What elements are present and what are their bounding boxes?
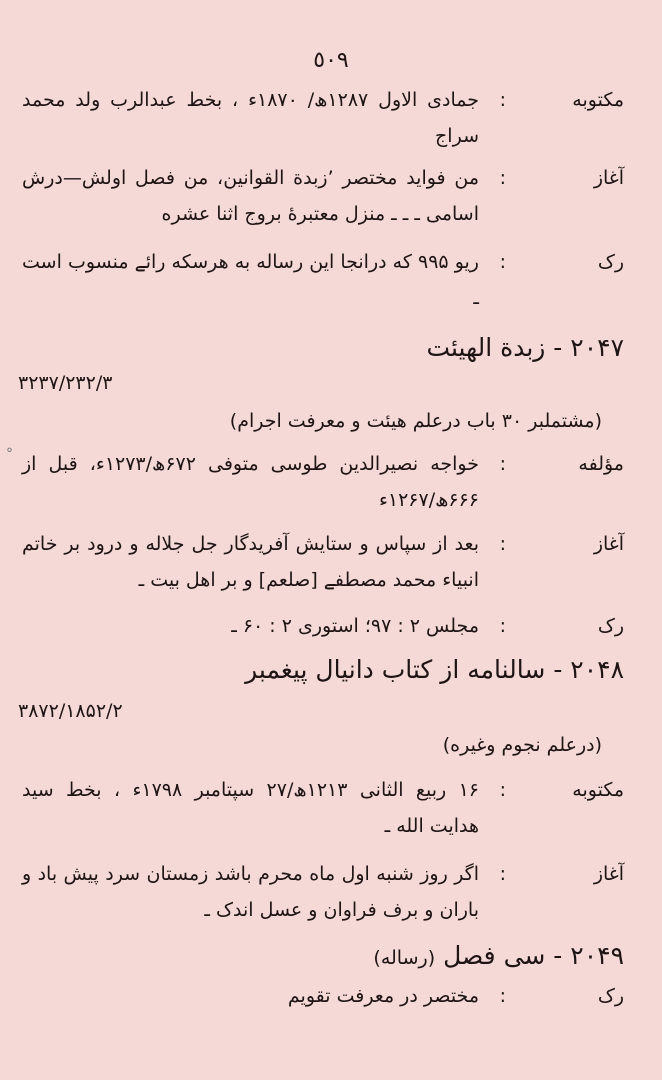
entry-2049-title: ۲۰۴۹ - سی فصل	[443, 941, 624, 970]
entry-2048-heading: ۲۰۴۸ - سالنامه از کتاب دانیال پیغمبر	[245, 655, 624, 684]
entry-2049-heading	[373, 936, 624, 978]
entry-2049-paren: (رساله)	[373, 947, 436, 969]
aghaz-row: آغاز : من فواید مختصر ’زبدة القوانین، من فصل اولش—درش اسامی ـ ـ ـ منزل معتبرۀ بروج اثنا عشره	[22, 160, 624, 232]
rak-label: رک	[597, 615, 624, 637]
entry-2048-maktuba-row: مکتوبه : ۱۶ ربیع الثانی ۱۲۱۳ھ/۲۷ سپتامبر ۱۷۹۸ء ، بخط سید هدایت الله ـ	[22, 772, 624, 844]
maktuba-text: ۱۶ ربیع الثانی ۱۲۱۳ھ/۲۷ سپتامبر ۱۷۹۸ء ، بخط سید هدایت الله ـ	[22, 779, 479, 837]
rak-label: رک	[597, 251, 624, 273]
entry-2048-description: (درعلم نجوم وغیره)	[442, 734, 602, 756]
maktuba-row: مکتوبه : جمادی الاول ۱۲۸۷ھ/ ۱۸۷۰ء ، بخط عبدالرب ولد محمد سراج	[22, 82, 624, 154]
muallif-label: مؤلفه	[578, 453, 624, 475]
aghaz-label: آغاز	[593, 167, 624, 189]
aghaz-text: بعد از سپاس و ستایش آفریدگار جل جلاله و درود بر خاتم انبیاء محمد مصطفے [صلعم] و بر اهل بیت ـ	[22, 533, 479, 591]
entry-2047-rak-row: رک : مجلس ۲ : ۹۷؛ استوری ۲ : ۶۰ ـ	[22, 608, 624, 644]
maktuba-text: جمادی الاول ۱۲۸۷ھ/ ۱۸۷۰ء ، بخط عبدالرب ولد محمد سراج	[22, 89, 479, 147]
entry-2048-number: ۳۸۷۲/۱۸۵۲/۲	[18, 700, 123, 722]
rak-text: مختصر در معرفت تقویم	[287, 985, 479, 1007]
rak-label: رک	[597, 985, 624, 1007]
maktuba-label: مکتوبه	[572, 89, 624, 111]
rak-text: ریو ۹۹۵ که درانجا این رساله به هرسکه رائے منسوب است ـ	[22, 251, 479, 309]
entry-2047-description: (مشتملبر ۳۰ باب درعلم هیئت و معرفت اجرام)	[229, 410, 602, 432]
entry-2047-number: ۳۲۳۷/۲۳۲/۳	[18, 372, 113, 394]
rak-row: رک : ریو ۹۹۵ که درانجا این رساله به هرسکه رائے منسوب است ـ	[22, 244, 624, 316]
entry-2047-heading: ۲۰۴۷ - زبدة الهیئت	[426, 333, 624, 362]
margin-mark: °	[6, 446, 13, 462]
muallif-row: مؤلفه : خواجه نصیرالدین طوسی متوفی ۶۷۲ھ/۱۲۷۳ء، قبل از ۶۶۶ھ/۱۲۶۷ء	[22, 446, 624, 518]
muallif-text: خواجه نصیرالدین طوسی متوفی ۶۷۲ھ/۱۲۷۳ء، قبل از ۶۶۶ھ/۱۲۶۷ء	[22, 453, 479, 511]
entry-2048-aghaz-row: آغاز : اگر روز شنبه اول ماه محرم باشد زمستان سرد پیش باد و باران و برف فراوان و عسل اندک ـ	[22, 856, 624, 928]
entry-2049-rak-row: رک : مختصر در معرفت تقویم	[22, 978, 624, 1014]
aghaz-text: من فواید مختصر ’زبدة القوانین، من فصل اولش—درش اسامی ـ ـ ـ منزل معتبرۀ بروج اثنا عشره	[22, 167, 479, 225]
aghaz-label: آغاز	[593, 533, 624, 555]
maktuba-label: مکتوبه	[572, 779, 624, 801]
aghaz-text: اگر روز شنبه اول ماه محرم باشد زمستان سرد پیش باد و باران و برف فراوان و عسل اندک ـ	[22, 863, 479, 921]
aghaz-label: آغاز	[593, 863, 624, 885]
rak-text: مجلس ۲ : ۹۷؛ استوری ۲ : ۶۰ ـ	[231, 615, 479, 637]
page-number: ٥٠٩	[313, 48, 349, 73]
entry-2047-aghaz-row: آغاز : بعد از سپاس و ستایش آفریدگار جل جلاله و درود بر خاتم انبیاء محمد مصطفے [صلعم] و بر اهل بیت ـ	[22, 526, 624, 598]
